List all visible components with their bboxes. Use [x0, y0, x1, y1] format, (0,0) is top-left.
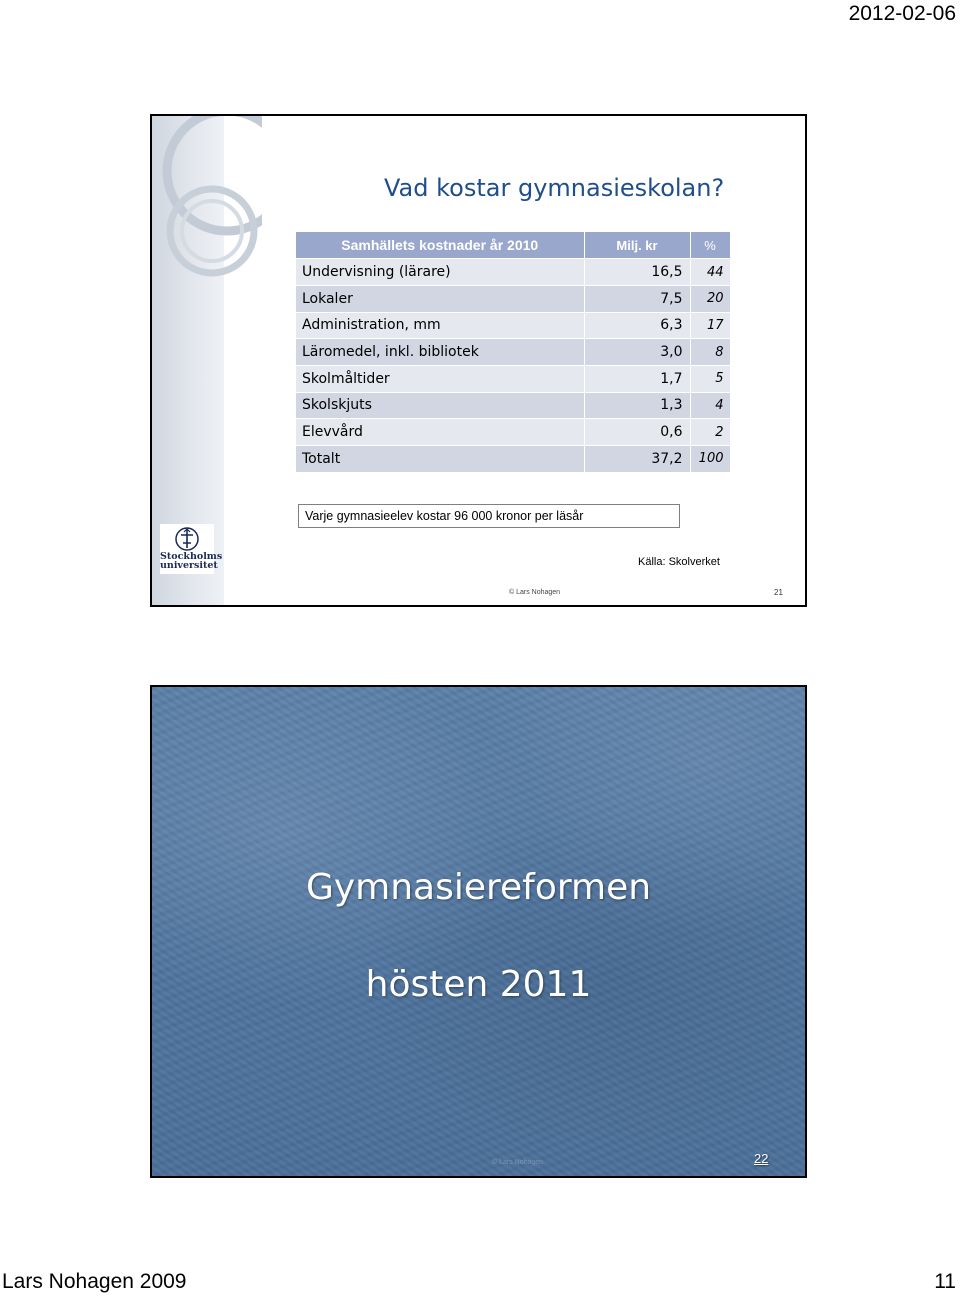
table-row — [296, 365, 730, 392]
row-label: Läromedel, inkl. bibliotek — [296, 339, 584, 366]
row-label: Administration, mm — [296, 312, 584, 339]
row-amount: 7,5 — [584, 285, 690, 312]
column-header: % — [690, 232, 730, 259]
row-amount: 3,0 — [584, 339, 690, 366]
row-label: Elevvård — [296, 419, 584, 446]
table-row — [296, 419, 730, 446]
slide-title: Vad kostar gymnasieskolan? — [384, 174, 725, 202]
slide-heading-line2: hösten 2011 — [365, 964, 592, 1005]
row-amount: 1,7 — [584, 365, 690, 392]
table-header-row — [296, 232, 730, 259]
table-row — [296, 339, 730, 366]
row-label: Skolskjuts — [296, 392, 584, 419]
slide-21 — [150, 114, 807, 607]
table-row-total — [296, 446, 730, 473]
row-percent: 4 — [690, 392, 730, 419]
university-crest-icon — [174, 526, 200, 552]
row-percent: 44 — [690, 259, 730, 286]
table-row — [296, 392, 730, 419]
page-author: Lars Nohagen 2009 — [2, 1270, 187, 1293]
page-number: 11 — [934, 1270, 956, 1293]
slide-heading-line1: Gymnasiereformen — [305, 867, 652, 908]
row-percent: 20 — [690, 285, 730, 312]
stockholm-university-logo — [160, 524, 223, 574]
column-header: Samhällets kostnader år 2010 — [296, 232, 584, 259]
page-date: 2012-02-06 — [848, 2, 956, 25]
slide-22 — [150, 685, 807, 1178]
row-percent: 100 — [690, 446, 730, 473]
row-label: Lokaler — [296, 285, 584, 312]
source-label: Källa: Skolverket — [638, 556, 720, 568]
row-label: Skolmåltider — [296, 365, 584, 392]
cost-table — [296, 232, 731, 473]
decorative-circles-icon — [152, 116, 262, 286]
row-amount: 6,3 — [584, 312, 690, 339]
row-percent: 17 — [690, 312, 730, 339]
logo-text-line1: Stockholms — [160, 551, 223, 562]
table-row — [296, 259, 730, 286]
row-label: Undervisning (lärare) — [296, 259, 584, 286]
row-label: Totalt — [296, 446, 584, 473]
row-percent: 2 — [690, 419, 730, 446]
row-amount: 1,3 — [584, 392, 690, 419]
logo-text-line2: universitet — [160, 560, 218, 571]
cost-per-student-note: Varje gymnasieelev kostar 96 000 kronor per läsår — [298, 504, 680, 528]
row-amount: 37,2 — [584, 446, 690, 473]
table-row — [296, 312, 730, 339]
row-amount: 16,5 — [584, 259, 690, 286]
table-row — [296, 285, 730, 312]
row-amount: 0,6 — [584, 419, 690, 446]
row-percent: 5 — [690, 365, 730, 392]
slide-number: 21 — [774, 588, 783, 597]
slide-number: 22 — [754, 1151, 769, 1166]
column-header: Milj. kr — [584, 232, 690, 259]
row-percent: 8 — [690, 339, 730, 366]
slide-footer-copyright: © Lars Nohagen — [492, 1159, 544, 1166]
slide-footer-copyright: © Lars Nohagen — [509, 589, 561, 596]
